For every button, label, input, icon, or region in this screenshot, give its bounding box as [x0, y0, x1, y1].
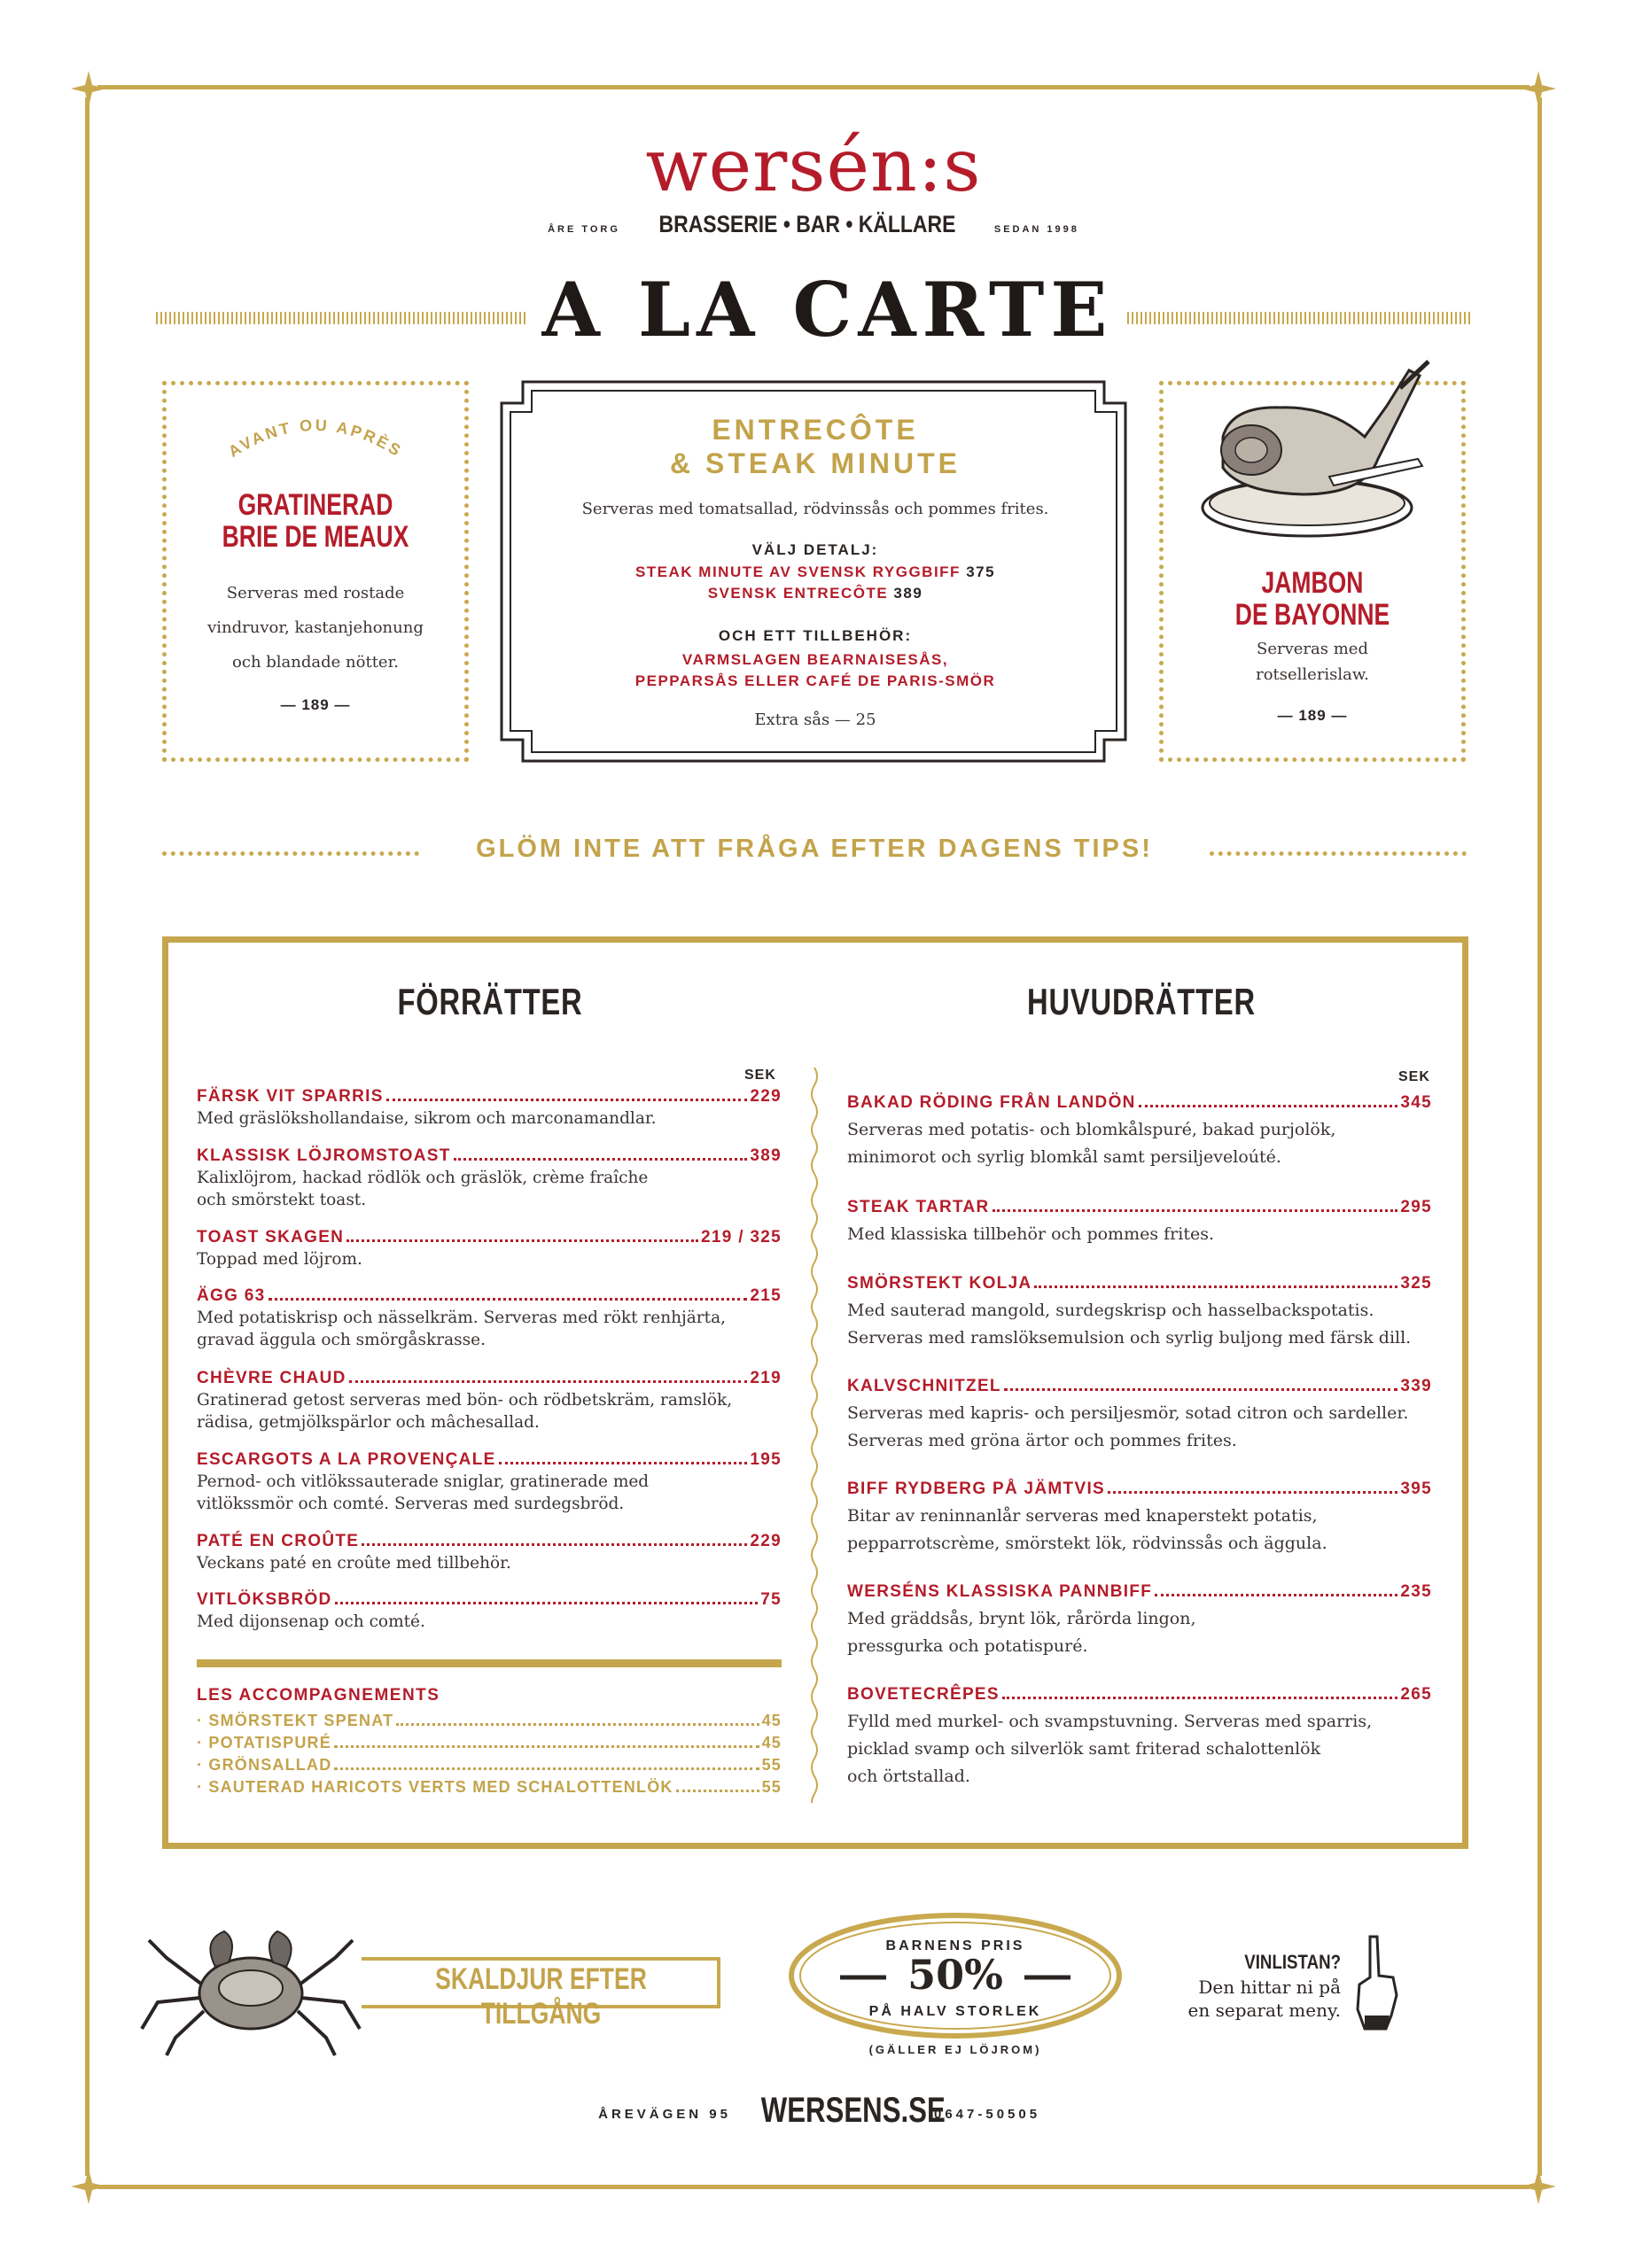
menu-item-price: 219 / 325 [701, 1228, 782, 1247]
menu-item-price: 235 [1400, 1582, 1432, 1601]
menu-item-price: 75 [760, 1590, 782, 1609]
cut-option-entrecote: SVENSK ENTRECÔTE 389 [707, 585, 923, 602]
shellfish-note: SKALDJUR EFTER TILLGÅNG [435, 1962, 647, 2031]
menu-item-header [197, 1226, 782, 1248]
accompaniment-price: 45 [761, 1712, 782, 1729]
menu-item-price: 325 [1400, 1274, 1432, 1293]
menu-item-description: Med potatiskrisp och nässelkräm. Serveras med rökt renhjärta, gravad äggula och smörgåskrasse. [197, 1309, 726, 1349]
leader-dots [676, 1790, 759, 1792]
leader-dots [1002, 1697, 1398, 1699]
menu-item-price: 219 [750, 1369, 782, 1387]
menu-item-price: 395 [1400, 1480, 1432, 1498]
menu-item-description: Pernod- och vitlökssauterade sniglar, gratinerade med vitlökssmör och comté. Serveras med surdegsbröd. [197, 1472, 650, 1513]
menu-item-header [197, 1145, 782, 1167]
logo-wordmark: wersén:s [645, 124, 982, 208]
menu-item-description: Med klassiska tillbehör och pommes frites. [847, 1224, 1214, 1244]
corner-ornament-icon [1512, 2160, 1565, 2213]
menu-item-name: VITLÖKSBRÖD [197, 1590, 332, 1609]
menu-item-description: Serveras med potatis- och blomkålspuré, bakad purjolök, minimorot och syrlig blomkål samt persiljeveloúté. [847, 1120, 1336, 1167]
menu-item-price: 389 [750, 1146, 782, 1165]
menu-item-description: Fylld med murkel- och svampstuvning. Serveras med sparris, picklad svamp och silverlök samt friterad schalottenlök och örtstallad. [847, 1712, 1373, 1786]
leader-dots [993, 1209, 1398, 1212]
corner-ornament-icon [1512, 62, 1565, 115]
menu-item-name: BOVETECRÊPES [847, 1685, 1000, 1704]
menu-item-description: Gratinerad getost serveras med bön- och rödbetskräm, ramslök, rädisa, getmjölkspärlor och mâchesallad. [197, 1391, 733, 1432]
menu-item-header [197, 1285, 782, 1307]
menu-item [197, 1588, 782, 1633]
menu-item [197, 1145, 782, 1211]
accompaniment-price: 55 [761, 1778, 782, 1796]
mains-currency: SEK [1398, 1069, 1430, 1084]
menu-item-description: Toppad med löjrom. [197, 1250, 362, 1269]
accompaniment-name: · SMÖRSTEKT SPENAT [197, 1712, 394, 1729]
leader-dots [346, 1239, 698, 1242]
menu-item-name: WERSÉNS KLASSISKA PANNBIFF [847, 1582, 1153, 1601]
wine-list-note: Den hittar ni på en separat meny. [1187, 1977, 1341, 2021]
menu-item-name: FÄRSK VIT SPARRIS [197, 1087, 384, 1106]
ham-illustration-icon [1196, 353, 1444, 552]
menu-item-description: Kalixlöjrom, hackad rödlök och gräslök, crème fraîche och smörstekt toast. [197, 1169, 649, 1209]
tips-rule-left [162, 851, 419, 856]
menu-item [197, 1449, 782, 1515]
choose-cut-label: VÄLJ DETALJ: [751, 541, 879, 558]
brie-description: Serveras med rostade vindruvor, kastanjehonung och blandade nötter. [207, 584, 424, 672]
menu-item-name: STEAK TARTAR [847, 1198, 990, 1216]
menu-item-description: Med gräddsås, brynt lök, rårörda lingon, pressgurka och potatispuré. [847, 1609, 1196, 1656]
crab-illustration-icon [140, 1922, 362, 2064]
accompaniment-price: 45 [761, 1734, 782, 1751]
brie-price: — 189 — [280, 696, 351, 713]
corner-ornament-icon [62, 62, 115, 115]
menu-item-description: Veckans paté en croûte med tillbehör. [197, 1554, 511, 1573]
menu-item-description: Serveras med kapris- och persiljesmör, sotad citron och sardeller. Serveras med gröna ärtor och pommes frites. [847, 1403, 1409, 1450]
menu-item-name: CHÈVRE CHAUD [197, 1369, 346, 1387]
footer-phone: 0647-50505 [934, 2107, 1041, 2122]
menu-item-header [197, 1367, 782, 1389]
menu-item-name: BAKAD RÖDING FRÅN LANDÖN [847, 1093, 1136, 1112]
side-label: OCH ETT TILLBEHÖR: [718, 627, 913, 644]
footer-address: ÅREVÄGEN 95 [598, 2107, 731, 2122]
menu-item [847, 1270, 1432, 1352]
accompaniments-divider [197, 1659, 782, 1667]
brand-logo [0, 124, 1627, 238]
leader-dots [1155, 1594, 1397, 1596]
accompaniment-row [197, 1710, 782, 1732]
menu-item [197, 1226, 782, 1270]
menu-item-price: 215 [750, 1286, 782, 1305]
accompaniments-list [197, 1710, 782, 1798]
menu-item [197, 1530, 782, 1574]
menu-item-name: ÄGG 63 [197, 1286, 266, 1305]
menu-item-price: 295 [1400, 1198, 1432, 1216]
logo-since: SEDAN 1998 [993, 224, 1079, 235]
leader-dots [269, 1298, 748, 1301]
accompaniment-row [197, 1732, 782, 1754]
starters-title: FÖRRÄTTER [397, 981, 583, 1022]
menu-item-description: Med dijonsenap och comté. [197, 1612, 425, 1631]
leader-dots [1004, 1388, 1398, 1391]
menu-item-description: Bitar av reninnanlår serveras med knaperstekt potatis, pepparrotscrème, smörstekt lök, rödvinssås och äggula. [847, 1506, 1327, 1553]
avant-ou-apres-arc [204, 403, 427, 474]
menu-item-price: 229 [750, 1087, 782, 1106]
leader-dots [362, 1543, 747, 1546]
menu-item-description: Med sauterad mangold, surdegskrisp och hasselbackspotatis. Serveras med ramslöksemulsion och syrlig buljong med färsk dill. [847, 1301, 1412, 1348]
menu-item [197, 1285, 782, 1351]
menu-item-price: 345 [1400, 1093, 1432, 1112]
leader-dots [454, 1158, 748, 1161]
kids-discount: 50% [907, 1951, 1003, 1999]
kids-note: (GÄLLER EJ LÖJROM) [868, 2043, 1042, 2056]
kids-price-top: BARNENS PRIS [885, 1938, 1025, 1953]
column-divider [808, 1068, 821, 1803]
menu-item-header [847, 1270, 1432, 1297]
menu-item-price: 229 [750, 1532, 782, 1550]
leader-dots [334, 1767, 759, 1770]
mains-title: HUVUDRÄTTER [1027, 981, 1256, 1022]
pointing-hand-icon [1351, 1931, 1404, 2033]
menu-item-price: 265 [1400, 1685, 1432, 1704]
menu-item [847, 1578, 1432, 1660]
accompaniments-title: LES ACCOMPAGNEMENTS [197, 1686, 440, 1705]
menu-item-name: PATÉ EN CROÛTE [197, 1532, 360, 1550]
wine-list-title: VINLISTAN? [1244, 1951, 1341, 1973]
menu-item [847, 1372, 1432, 1455]
leader-dots [499, 1462, 748, 1464]
menu-item-name: KALVSCHNITZEL [847, 1377, 1001, 1395]
title-rule-left [156, 312, 528, 324]
menu-item-name: ESCARGOTS A LA PROVENÇALE [197, 1450, 496, 1469]
accompaniment-name: · POTATISPURÉ [197, 1734, 331, 1751]
menu-item-header [197, 1449, 782, 1471]
leader-dots [1108, 1491, 1397, 1494]
menu-item-name: SMÖRSTEKT KOLJA [847, 1274, 1032, 1293]
menu-item-header [197, 1530, 782, 1552]
jambon-description: Serveras med rotsellerislaw. [1256, 640, 1369, 684]
menu-item-header [847, 1475, 1432, 1503]
menu-item [847, 1475, 1432, 1557]
menu-item-name: BIFF RYDBERG PÅ JÄMTVIS [847, 1480, 1105, 1498]
menu-item-header [847, 1193, 1432, 1221]
accompaniment-row [197, 1776, 782, 1798]
menu-item-description: Med gräslökshollandaise, sikrom och marconamandlar. [197, 1109, 657, 1128]
menu-item-header [847, 1681, 1432, 1708]
leader-dots [349, 1380, 748, 1383]
starters-currency: SEK [744, 1068, 776, 1083]
extra-sauce: Extra sås — 25 [754, 711, 876, 729]
menu-item-header [197, 1085, 782, 1107]
leader-dots [335, 1602, 759, 1604]
side-options: VARMSLAGEN BEARNAISESÅS, PEPPARSÅS ELLER CAFÉ DE PARIS-SMÖR [634, 651, 996, 689]
menu-item-header [847, 1578, 1432, 1605]
accompaniment-name: · SAUTERAD HARICOTS VERTS MED SCHALOTTENLÖK [197, 1778, 673, 1796]
entrecote-title: ENTRECÔTE & STEAK MINUTE [670, 414, 961, 479]
footer-website[interactable]: WERSENS.SE [760, 2091, 946, 2130]
accompaniment-price: 55 [761, 1756, 782, 1774]
logo-tagline: BRASSERIE • BAR • KÄLLARE [658, 211, 956, 237]
menu-item-name: KLASSISK LÖJROMSTOAST [197, 1146, 451, 1165]
accompaniment-name: · GRÖNSALLAD [197, 1756, 332, 1774]
menu-item [847, 1193, 1432, 1248]
svg-text:AVANT OU APRÈS: AVANT OU APRÈS [225, 416, 406, 462]
leader-dots [1139, 1105, 1398, 1107]
menu-item [197, 1367, 782, 1433]
menu-item-header [197, 1588, 782, 1611]
leader-dots [1034, 1285, 1397, 1288]
tips-banner: GLÖM INTE ATT FRÅGA EFTER DAGENS TIPS! [476, 835, 1153, 863]
accompaniment-row [197, 1754, 782, 1776]
menu-item-price: 195 [750, 1450, 782, 1469]
leader-dots [334, 1745, 759, 1748]
page-title: A LA CARTE [541, 266, 1114, 353]
title-rule-right [1127, 312, 1473, 324]
menu-item [847, 1089, 1432, 1171]
leader-dots [396, 1723, 759, 1726]
jambon-price: — 189 — [1277, 707, 1348, 724]
corner-ornament-icon [62, 2160, 115, 2213]
menu-item-header [847, 1089, 1432, 1116]
menu-item-price: 339 [1400, 1377, 1432, 1395]
brie-title: GRATINERAD BRIE DE MEAUX [222, 488, 409, 554]
cut-option-steak-minute: STEAK MINUTE AV SVENSK RYGGBIFF 375 [634, 563, 996, 580]
kids-price-bottom: PÅ HALV STORLEK [868, 2004, 1042, 2019]
tips-rule-right [1210, 851, 1467, 856]
menu-item [847, 1681, 1432, 1790]
jambon-title: JAMBON DE BAYONNE [1234, 566, 1390, 632]
logo-location: ÅRE TORG [548, 224, 620, 235]
menu-item-header [847, 1372, 1432, 1400]
leader-dots [386, 1099, 748, 1101]
entrecote-description: Serveras med tomatsallad, rödvinssås och pommes frites. [581, 500, 1049, 518]
menu-item-name: TOAST SKAGEN [197, 1228, 345, 1247]
menu-item [197, 1085, 782, 1130]
